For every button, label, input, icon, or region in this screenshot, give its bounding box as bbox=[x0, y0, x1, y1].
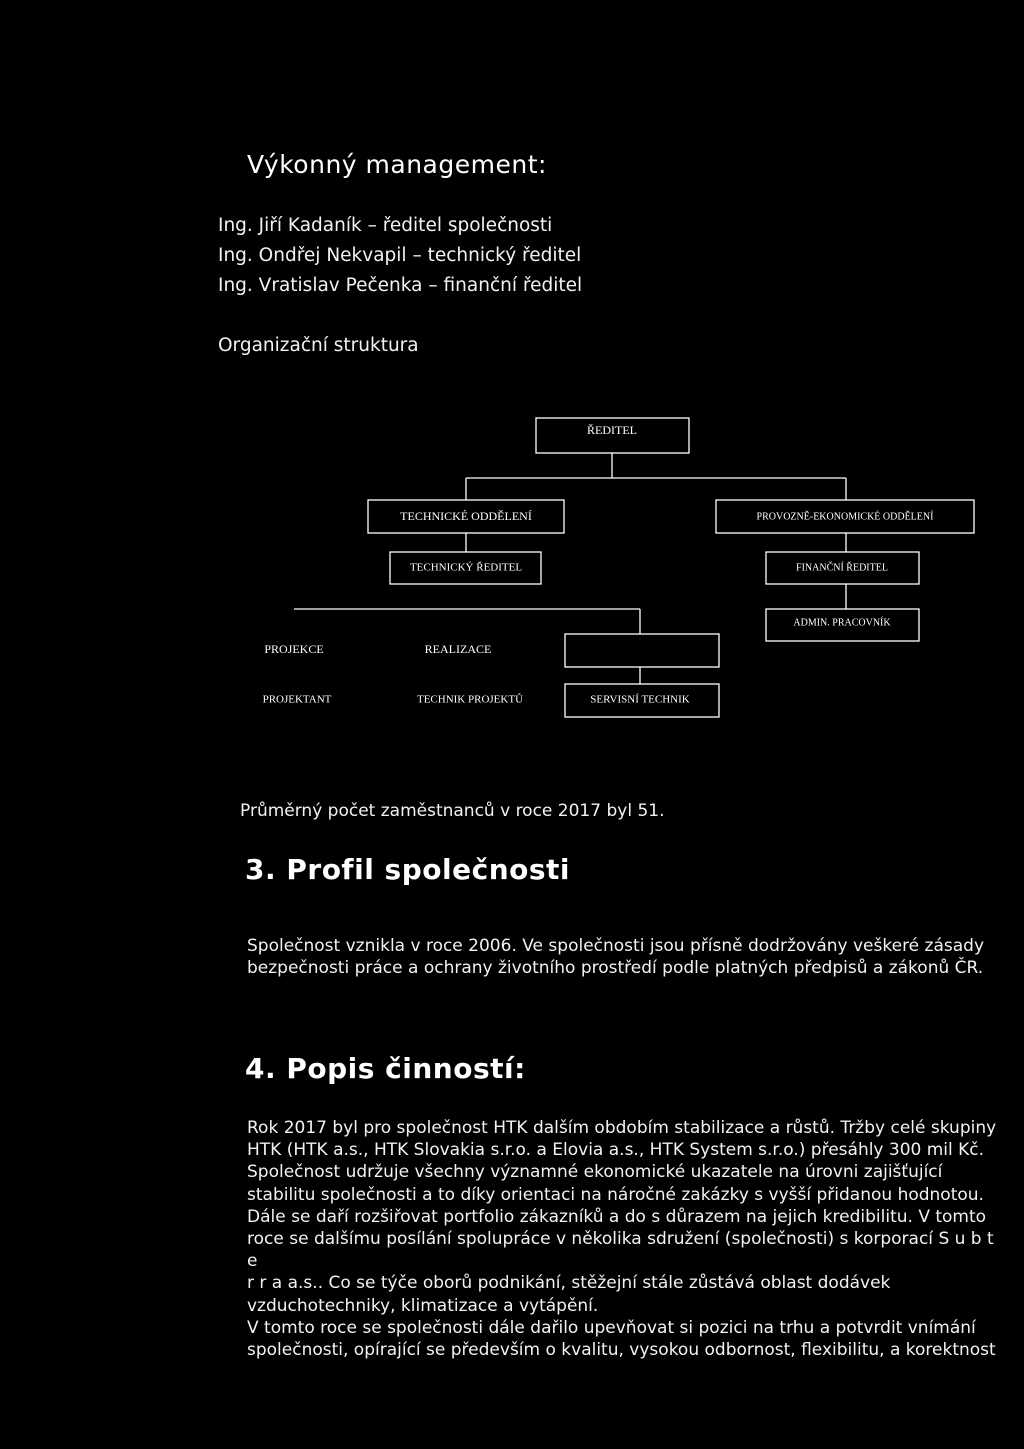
activities-line: Rok 2017 byl pro společnost HTK dalším obdobím stabilizace a růstů. Tržby celé skupiny bbox=[247, 1118, 997, 1138]
label-technik: TECHNIK PROJEKTŮ bbox=[416, 693, 524, 706]
label-admin: ADMIN. PRACOVNÍK bbox=[793, 617, 891, 629]
label-reditel: ŘEDITEL bbox=[587, 422, 637, 437]
label-projektant: PROJEKTANT bbox=[262, 693, 332, 706]
profile-line: bezpečnosti práce a ochrany životního prostředí podle platných předpisů a zákonů ČR. bbox=[247, 958, 984, 979]
label-realizace: REALIZACE bbox=[424, 641, 492, 656]
activities-line: Dále se daří rozšiřovat portfolio zákazníků a do s důrazem na jejich kredibilitu. V tomto bbox=[247, 1206, 987, 1227]
label-fin-director: FINANČNÍ ŘEDITEL bbox=[796, 562, 888, 574]
org-chart-title: Organizační struktura bbox=[218, 335, 419, 356]
profile-line: Společnost vznikla v roce 2006. Ve společnosti jsou přísně dodržovány veškeré zásady bbox=[247, 936, 985, 956]
activities-line: Společnost udržuje všechny významné ekonomické ukazatele na úrovni zajišťující bbox=[247, 1162, 943, 1183]
label-tech-director: TECHNICKÝ ŘEDITEL bbox=[409, 561, 523, 574]
manager-2: Ing. Ondřej Nekvapil – technický ředitel bbox=[218, 245, 582, 266]
management-heading: Výkonný management: bbox=[247, 150, 547, 179]
activities-line: stabilitu společnosti a to díky orientaci na náročné zakázky s vyšší přidanou hodnotou. bbox=[247, 1184, 984, 1205]
label-servis: SERVISNÍ TECHNIK bbox=[590, 693, 690, 706]
activities-line: V tomto roce se společnosti dále dařilo upevňovat si pozici na trhu a potvrdit vnímání bbox=[247, 1317, 976, 1338]
activities-line: HTK (HTK a.s., HTK Slovakia s.r.o. a Elovia a.s., HTK System s.r.o.) přesáhly 300 mil Kč. bbox=[247, 1140, 985, 1161]
profile-text bbox=[247, 935, 997, 979]
box-empty bbox=[565, 634, 719, 667]
manager-1: Ing. Jiří Kadaník – ředitel společnosti bbox=[218, 215, 553, 236]
label-projekce: PROJEKCE bbox=[264, 641, 324, 656]
employees-note: Průměrný počet zaměstnanců v roce 2017 byl 51. bbox=[240, 801, 665, 821]
label-prov-dept: PROVOZNĚ-EKONOMICKÉ ODDĚLENÍ bbox=[756, 511, 934, 523]
label-tech-dept: TECHNICKÉ ODDĚLENÍ bbox=[400, 508, 532, 523]
activities-line: vzduchotechniky, klimatizace a vytápění. bbox=[247, 1295, 599, 1316]
profile-heading: 3. Profil společnosti bbox=[245, 853, 571, 886]
activities-line: společnosti, opírající se především o kvalitu, vysokou odbornost, flexibilitu, a korektnost bbox=[247, 1340, 996, 1361]
activities-line: r r a a.s.. Co se týče oborů podnikání, stěžejní stále zůstává oblast dodávek bbox=[247, 1273, 891, 1294]
activities-line: roce se dalšímu posílání spolupráce v několika sdružení (společnosti) s korporací S u b t e bbox=[247, 1229, 994, 1272]
manager-3: Ing. Vratislav Pečenka – finanční ředitel bbox=[218, 275, 583, 296]
activities-text bbox=[247, 1117, 997, 1361]
activities-heading: 4. Popis činností: bbox=[245, 1052, 526, 1085]
